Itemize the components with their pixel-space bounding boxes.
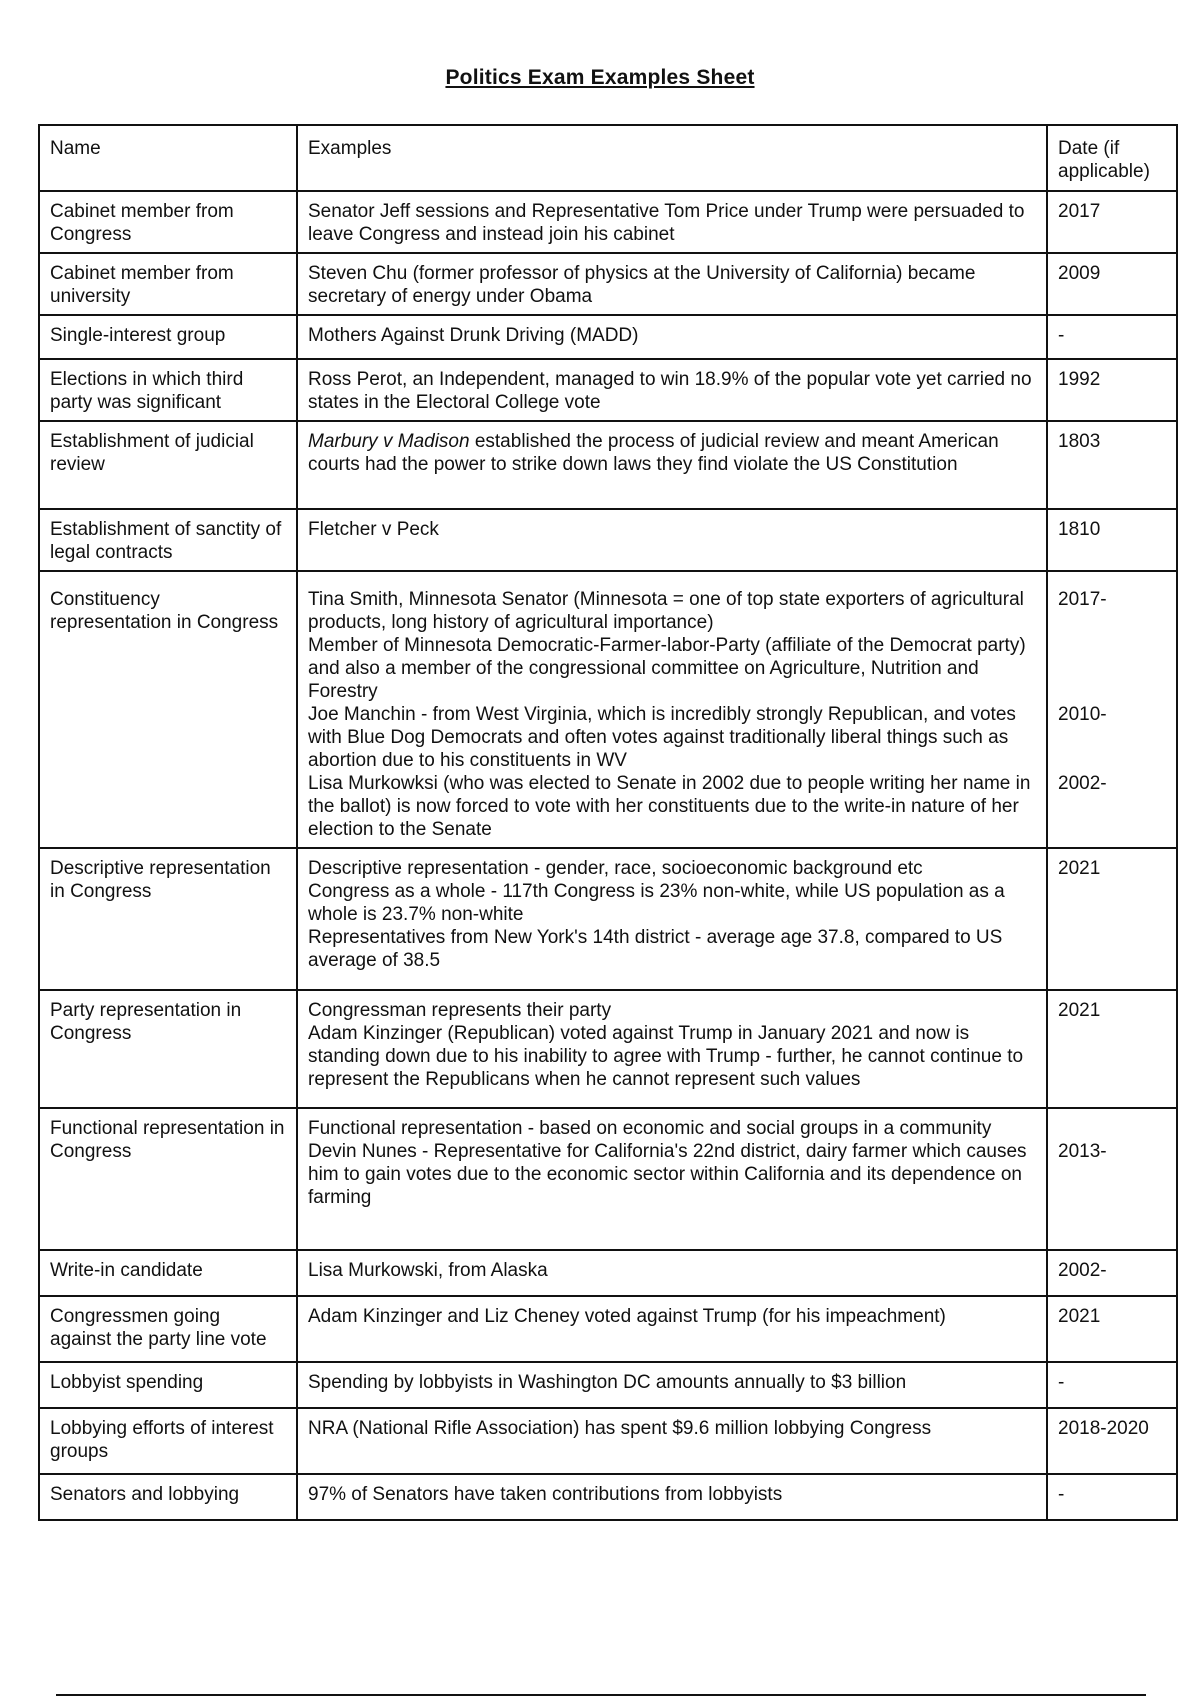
row-name: Functional representation in Congress: [39, 1108, 297, 1250]
example-line: 97% of Senators have taken contributions from lobbyists: [308, 1484, 783, 1505]
table-row: [39, 1362, 1177, 1408]
table-row: [39, 571, 1177, 848]
row-name: Constituency representation in Congress: [39, 571, 297, 848]
row-examples: [297, 1362, 1047, 1408]
row-examples: [297, 315, 1047, 359]
row-name: Lobbying efforts of interest groups: [39, 1408, 297, 1474]
example-line: Representatives from New York's 14th district - average age 37.8, compared to US average of 38.5: [308, 927, 1003, 971]
examples-table: [38, 124, 1178, 1521]
example-line: Ross Perot, an Independent, managed to win 18.9% of the popular vote yet carried no states in the Electoral College vote: [308, 369, 1032, 413]
table-row: [39, 990, 1177, 1108]
row-name: Congressmen going against the party line vote: [39, 1296, 297, 1362]
example-line: established the process of judicial review and meant American courts had the power to strike down laws they find violate the US Constitution: [308, 431, 999, 475]
table-row: [39, 191, 1177, 253]
table-row: [39, 253, 1177, 315]
row-date: 2021: [1047, 848, 1177, 990]
example-line: Fletcher v Peck: [308, 519, 439, 540]
example-line: Senator Jeff sessions and Representative Tom Price under Trump were persuaded to leave Congress and instead join his cabinet: [308, 201, 1025, 245]
example-line: Spending by lobbyists in Washington DC amounts annually to $3 billion: [308, 1372, 907, 1393]
table-row: [39, 848, 1177, 990]
case-name: Marbury v Madison: [308, 431, 470, 452]
row-date: -: [1047, 1362, 1177, 1408]
example-line: Member of Minnesota Democratic-Farmer-labor-Party (affiliate of the Democrat party) and also a member of the congressional committee on Agriculture, Nutrition and Forestry: [308, 635, 1026, 702]
row-date: 2021: [1047, 990, 1177, 1108]
row-examples: [297, 1296, 1047, 1362]
example-line: Adam Kinzinger and Liz Cheney voted against Trump (for his impeachment): [308, 1306, 946, 1327]
table-row: [39, 315, 1177, 359]
row-examples: [297, 1250, 1047, 1296]
example-line: Lisa Murkowksi (who was elected to Senate in 2002 due to people writing her name in the ballot) is now forced to vote with her constituents due to the write-in nature of her election to the Senate: [308, 773, 1031, 840]
row-examples: [297, 571, 1047, 848]
row-examples: [297, 990, 1047, 1108]
example-line: Tina Smith, Minnesota Senator (Minnesota = one of top state exporters of agricultural products, long history of agricultural importance): [308, 589, 1024, 633]
table-row: [39, 1408, 1177, 1474]
row-date: -: [1047, 1474, 1177, 1520]
row-name: Senators and lobbying: [39, 1474, 297, 1520]
row-examples: [297, 1474, 1047, 1520]
row-date: 2002-: [1047, 1250, 1177, 1296]
row-name: Single-interest group: [39, 315, 297, 359]
table-row: [39, 421, 1177, 509]
row-name: Descriptive representation in Congress: [39, 848, 297, 990]
table-row: [39, 1108, 1177, 1250]
row-date: 1992: [1047, 359, 1177, 421]
row-examples: [297, 421, 1047, 509]
row-name: Party representation in Congress: [39, 990, 297, 1108]
row-examples: [297, 191, 1047, 253]
row-date: -: [1047, 315, 1177, 359]
row-date: [1047, 571, 1177, 848]
row-examples: [297, 1108, 1047, 1250]
date-line: 2017-: [1058, 589, 1107, 610]
header-row: [39, 125, 1177, 191]
row-date: 2018-2020: [1047, 1408, 1177, 1474]
example-line: Congress as a whole - 117th Congress is 23% non-white, while US population as a whole is 23.7% non-white: [308, 881, 1005, 925]
table-row: [39, 509, 1177, 571]
header-date: Date (if applicable): [1047, 125, 1177, 191]
row-date: 2009: [1047, 253, 1177, 315]
row-date: 2017: [1047, 191, 1177, 253]
row-date: 2013-: [1047, 1108, 1177, 1250]
example-line: Descriptive representation - gender, race, socioeconomic background etc: [308, 858, 923, 879]
row-examples: [297, 1408, 1047, 1474]
table-row: [39, 359, 1177, 421]
row-name: Cabinet member from university: [39, 253, 297, 315]
example-line: Adam Kinzinger (Republican) voted against Trump in January 2021 and now is standing down due to his inability to agree with Trump - further, he cannot continue to represent the Republicans when he cannot represent such values: [308, 1023, 1024, 1090]
page-title: Politics Exam Examples Sheet: [445, 66, 755, 89]
date-line: 2002-: [1058, 773, 1107, 794]
table-row: [39, 1250, 1177, 1296]
row-examples: [297, 848, 1047, 990]
example-line: Devin Nunes - Representative for California's 22nd district, dairy farmer which causes him to gain votes due to the economic sector within California and its dependence on farming: [308, 1141, 1027, 1208]
example-line: Functional representation - based on economic and social groups in a community: [308, 1118, 992, 1139]
row-examples: [297, 253, 1047, 315]
example-line: Mothers Against Drunk Driving (MADD): [308, 325, 639, 346]
example-line: Lisa Murkowski, from Alaska: [308, 1260, 548, 1281]
row-examples: [297, 509, 1047, 571]
row-name: Lobbyist spending: [39, 1362, 297, 1408]
row-date: 2021: [1047, 1296, 1177, 1362]
table-row: [39, 1474, 1177, 1520]
row-name: Cabinet member from Congress: [39, 191, 297, 253]
example-line: Congressman represents their party: [308, 1000, 612, 1021]
row-date: 1810: [1047, 509, 1177, 571]
table-row: [39, 1296, 1177, 1362]
header-name: Name: [39, 125, 297, 191]
row-name: Establishment of judicial review: [39, 421, 297, 509]
row-name: Elections in which third party was significant: [39, 359, 297, 421]
footer-rule: [56, 1694, 1146, 1696]
row-name: Establishment of sanctity of legal contracts: [39, 509, 297, 571]
row-examples: [297, 359, 1047, 421]
date-line: 2010-: [1058, 704, 1107, 725]
example-line: Steven Chu (former professor of physics at the University of California) became secretary of energy under Obama: [308, 263, 976, 307]
example-line: Joe Manchin - from West Virginia, which is incredibly strongly Republican, and votes with Blue Dog Democrats and often votes against traditionally liberal things such as abortion due to his constituents in WV: [308, 704, 1016, 771]
header-examples: Examples: [297, 125, 1047, 191]
row-date: 1803: [1047, 421, 1177, 509]
row-name: Write-in candidate: [39, 1250, 297, 1296]
example-line: NRA (National Rifle Association) has spent $9.6 million lobbying Congress: [308, 1418, 932, 1439]
